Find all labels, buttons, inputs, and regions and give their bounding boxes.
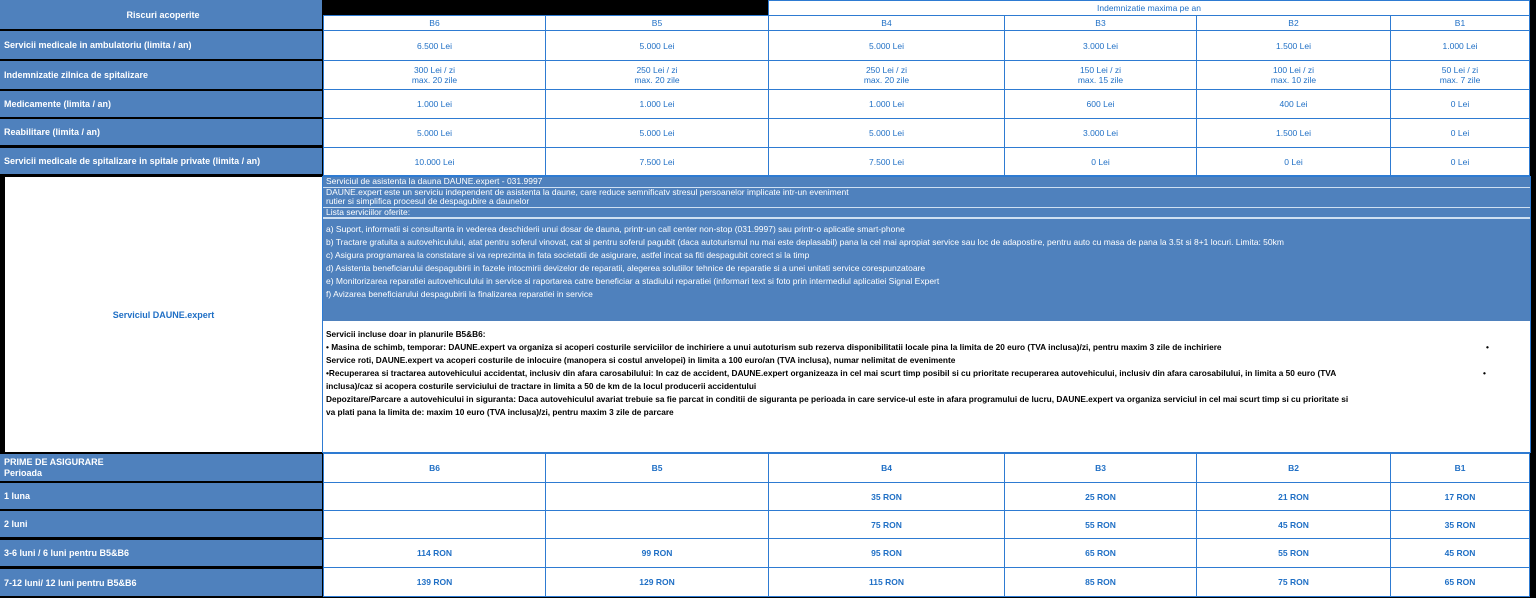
plan-header-b2 [1196,15,1391,31]
coverage-cell [768,60,1005,90]
coverage-cell [323,89,546,119]
coverage-cell [1390,118,1530,148]
max-indemnity-header [768,0,1530,16]
value: 1.000 Lei [639,99,675,109]
daune-service-label [5,177,322,452]
premium-cell [1004,482,1197,511]
coverage-cell [1004,147,1197,176]
period-text: 1 luna [4,491,31,501]
value-sub: max. 20 zile [863,75,910,85]
value: 0 Lei [1284,156,1303,167]
value: 1.000 Lei [1442,40,1478,51]
daune-title-line: Serviciul de asistenta la dauna DAUNE.expert - 031.9997 [323,177,1530,188]
premium-cell [1004,510,1197,539]
coverage-cell [323,147,546,176]
row-label-text: Servicii medicale in ambulatoriu (limita / an) [4,40,192,50]
premium-plan-header-b3 [1004,453,1197,483]
plan-header-b3 [1004,15,1197,31]
plan-header-b6 [323,15,546,31]
premium-cell [768,538,1005,568]
plan-label: B5 [651,18,663,28]
value: 150 Lei / zi [1079,65,1122,75]
coverage-cell [323,30,546,61]
premium-cell [1004,538,1197,568]
value: 139 RON [416,577,453,587]
value: 55 RON [1278,548,1309,558]
plan-header-b5 [545,15,769,31]
value: 5.000 Lei [639,40,675,51]
premium-cell [1196,482,1391,511]
plan-label: B1 [1454,18,1466,28]
coverage-row-label [0,119,322,145]
premium-plan-header-b2 [1196,453,1391,483]
value: 65 RON [1085,548,1116,558]
coverage-cell [323,118,546,148]
coverage-row-label [0,148,322,174]
period-text: 7-12 luni/ 12 luni pentru B5&B6 [4,577,137,588]
risks-header-label: Riscuri acoperite [126,9,200,20]
coverage-cell [768,30,1005,61]
coverage-cell [545,147,769,176]
daune-label-text: Serviciul DAUNE.expert [112,309,215,320]
plan-label: B5 [651,463,663,473]
bonus-line: •Recuperarea si tractarea autovehicului accidentat, inclusiv din afara carosabilului: In caz de accident, DAUNE.expert organizeaza in cel mai scurt timp posibil si cu prioritate recuperarea autovehicului, inclusiv din afara carosabilului, in limita a 50 euro (TVA [326,368,1337,378]
value: 35 RON [871,491,902,502]
risks-header [0,0,322,29]
value-sub: max. 20 zile [634,75,680,85]
bonus-services [323,321,1530,419]
value: 115 RON [869,577,904,587]
value: 0 Lei [1450,99,1470,109]
value: 5.000 Lei [869,40,904,51]
premium-cell [1390,510,1530,539]
value: 0 Lei [1450,156,1470,167]
value: 600 Lei [1086,99,1115,109]
plan-label: B4 [881,18,892,28]
premium-cell [323,482,546,511]
value: 1.500 Lei [1276,128,1311,138]
plan-label: B1 [1454,463,1466,473]
service-item-b: b) Tractare gratuita a autovehiculului, atat pentru soferul vinovat, cat si pentru soferul pagubit (daca autoturismul nu mai este deplasabil) pana la cel mai apropiat service sau loc de adapostire, pentru auto cu masa de pana la 3.5t si 8+1 locuri. Limita: 50km [326,237,1284,247]
plan-label: B2 [1288,463,1299,473]
premium-cell [768,567,1005,597]
coverage-cell [1196,30,1391,61]
value: 400 Lei [1279,99,1308,109]
daune-description-2: rutier si simplifica procesul de despagubire a daunelor [323,197,1530,208]
coverage-cell [1196,147,1391,176]
premium-period-label [0,569,322,596]
row-label-text: Medicamente (limita / an) [4,99,112,109]
premium-cell [1196,510,1391,539]
premium-period-label [0,540,322,566]
value: 21 RON [1278,491,1309,502]
premium-cell [1196,567,1391,597]
coverage-cell [1196,60,1391,90]
value: 7.500 Lei [639,156,675,167]
premium-cell [1390,567,1530,597]
value: 65 RON [1444,577,1476,587]
coverage-cell [1004,60,1197,90]
plan-header-b1 [1390,15,1530,31]
premium-cell [323,538,546,568]
bonus-line: • Masina de schimb, temporar: DAUNE.expert va organiza si acoperi costurile serviciilor de inchiriere a unui autoturism sub rezerva disponibilitatii locale pina la limita de 20 euro (TVA inclusa)/zi, pentru maxim 3 zile de inchiriere [326,342,1222,352]
plan-label: B2 [1288,18,1299,28]
value: 7.500 Lei [869,156,904,167]
bonus-title: Servicii incluse doar in planurile B5&B6: [326,329,486,339]
period-text: 2 luni [4,519,28,529]
period-text: 3-6 luni / 6 luni pentru B5&B6 [4,548,130,558]
bonus-line: inclusa)/caz si acopera costurile serviciului de tractare in limita a 50 de km de la locul producerii accidentului [326,381,757,391]
premium-period-label [0,483,322,509]
premium-cell [1004,567,1197,597]
premiums-title: PRIME DE ASIGURARE [4,456,104,467]
value: 0 Lei [1091,156,1110,167]
service-item-a: a) Suport, informatii si consultanta in vederea deschiderii unui dosar de dauna, printr-un call center non-stop (031.9997) sau printr-o aplicatie smart-phone [326,224,905,234]
coverage-cell [1196,118,1391,148]
premium-cell [323,567,546,597]
plan-label: B3 [1095,463,1106,473]
value: 114 RON [417,548,452,558]
plan-label: B6 [429,463,440,473]
value: 250 Lei / zi [865,65,908,75]
coverage-cell [1390,147,1530,176]
value: 85 RON [1085,577,1116,587]
bullet-icon: • [1483,368,1486,378]
service-item-c: c) Asigura programarea la constatare si va reprezinta in fata societatii de asigurare, astfel incat sa fiti despagubit corect si la timp [326,250,810,260]
value: 45 RON [1444,548,1476,558]
coverage-row-label [0,91,322,117]
coverage-cell [768,89,1005,119]
coverage-cell [1390,60,1530,90]
row-label-text: Indemnizatie zilnica de spitalizare [4,70,149,80]
value: 3.000 Lei [1083,40,1118,51]
value: 35 RON [1444,519,1476,530]
row-label-text: Reabilitare (limita / an) [4,127,101,137]
coverage-cell [1004,118,1197,148]
premium-plan-header-b5 [545,453,769,483]
coverage-row-label [0,31,322,59]
value: 6.500 Lei [417,40,452,51]
value: 50 Lei / zi [1441,65,1479,75]
coverage-cell [323,60,546,90]
coverage-cell [1196,89,1391,119]
value-sub: max. 7 zile [1439,75,1481,85]
premium-cell [768,482,1005,511]
bullet-icon: • [1486,342,1489,352]
bonus-line: va plati pana la limita de: maxim 10 euro (TVA inclusa)/zi, pentru maxim 3 zile de parcare [326,407,674,417]
value: 17 RON [1444,491,1476,502]
value: 75 RON [1278,577,1309,587]
value: 3.000 Lei [1083,128,1118,138]
premium-cell [545,482,769,511]
premiums-subtitle: Perioada [4,467,43,478]
value: 5.000 Lei [417,128,452,138]
value: 25 RON [1085,491,1116,502]
value-sub: max. 20 zile [411,75,458,85]
service-item-e: e) Monitorizarea reparatiei autovehiculului in service si raportarea catre beneficiar a stadiului reparatiei (informari text si foto prin intermediul aplicatiei Signal Expert [326,276,940,286]
value: 10.000 Lei [414,156,455,167]
premium-plan-header-b4 [768,453,1005,483]
daune-list-title: Lista serviciilor oferite: [323,208,1530,220]
value: 45 RON [1278,519,1309,530]
coverage-cell [768,118,1005,148]
value-sub: max. 15 zile [1077,75,1124,85]
coverage-cell [1390,30,1530,61]
plan-header-b4 [768,15,1005,31]
premium-plan-header-b1 [1390,453,1530,483]
premium-cell [1196,538,1391,568]
coverage-cell [545,60,769,90]
value: 1.000 Lei [869,99,904,109]
coverage-cell [545,89,769,119]
premium-cell [545,538,769,568]
coverage-cell [1004,89,1197,119]
value: 1.000 Lei [417,99,452,109]
premium-cell [768,510,1005,539]
daune-services-list [323,219,1530,321]
plan-label: B4 [881,463,892,473]
coverage-cell [545,118,769,148]
max-indemnity-label: Indemnizatie maxima pe an [1097,3,1201,13]
value-sub: max. 10 zile [1270,75,1317,85]
value: 5.000 Lei [639,128,675,138]
coverage-row-label [0,61,322,89]
value: 1.500 Lei [1276,40,1311,51]
premium-cell [1390,538,1530,568]
premium-period-label [0,511,322,537]
value: 300 Lei / zi [413,65,456,75]
coverage-cell [1004,30,1197,61]
plan-label: B6 [429,18,440,28]
value: 5.000 Lei [869,128,904,138]
plan-label: B3 [1095,18,1106,28]
value: 95 RON [871,548,902,558]
daune-details [322,176,1531,453]
bonus-line: Depozitare/Parcare a autovehicului in siguranta: Daca autovehiculul avariat trebuie sa fie parcat in conditii de siguranta pe perioada in care service-ul este in afara programului de lucru, DAUNE.expert va organiza serviciul in cel mai scurt timp si cu prioritate si [326,394,1349,404]
service-item-f: f) Avizarea beneficiarului despagubirii la finalizarea reparatiei in service [326,289,593,299]
service-item-d: d) Asistenta beneficiarului despagubirii in fazele intocmirii devizelor de reparatii, alegerea solutiilor tehnice de reparatie si a unei unitati service corespunzatoare [326,263,926,273]
value: 100 Lei / zi [1272,65,1315,75]
premium-cell [1390,482,1530,511]
coverage-cell [545,30,769,61]
premium-cell [545,510,769,539]
value: 55 RON [1085,519,1116,530]
premium-plan-header-b6 [323,453,546,483]
value: 0 Lei [1450,128,1470,138]
row-label-text: Servicii medicale de spitalizare in spitale private (limita / an) [4,156,261,166]
daune-description-1: DAUNE.expert este un serviciu independent de asistenta la daune, care reduce semnificatv stresul persoanelor implicate intr-un eveniment [323,188,1530,198]
premiums-header [0,454,322,481]
coverage-cell [1390,89,1530,119]
premium-cell [545,567,769,597]
coverage-cell [768,147,1005,176]
value: 250 Lei / zi [636,65,678,75]
value: 129 RON [639,577,675,587]
bonus-line: Service roti, DAUNE.expert va acoperi costurile de inlocuire (manopera si costul anvelopei) in limita a 100 euro/an (TVA inclusa), numar nelimitat de evenimente [326,355,956,365]
premium-cell [323,510,546,539]
header-black-spacer [323,0,768,15]
value: 75 RON [871,519,902,530]
value: 99 RON [641,548,673,558]
